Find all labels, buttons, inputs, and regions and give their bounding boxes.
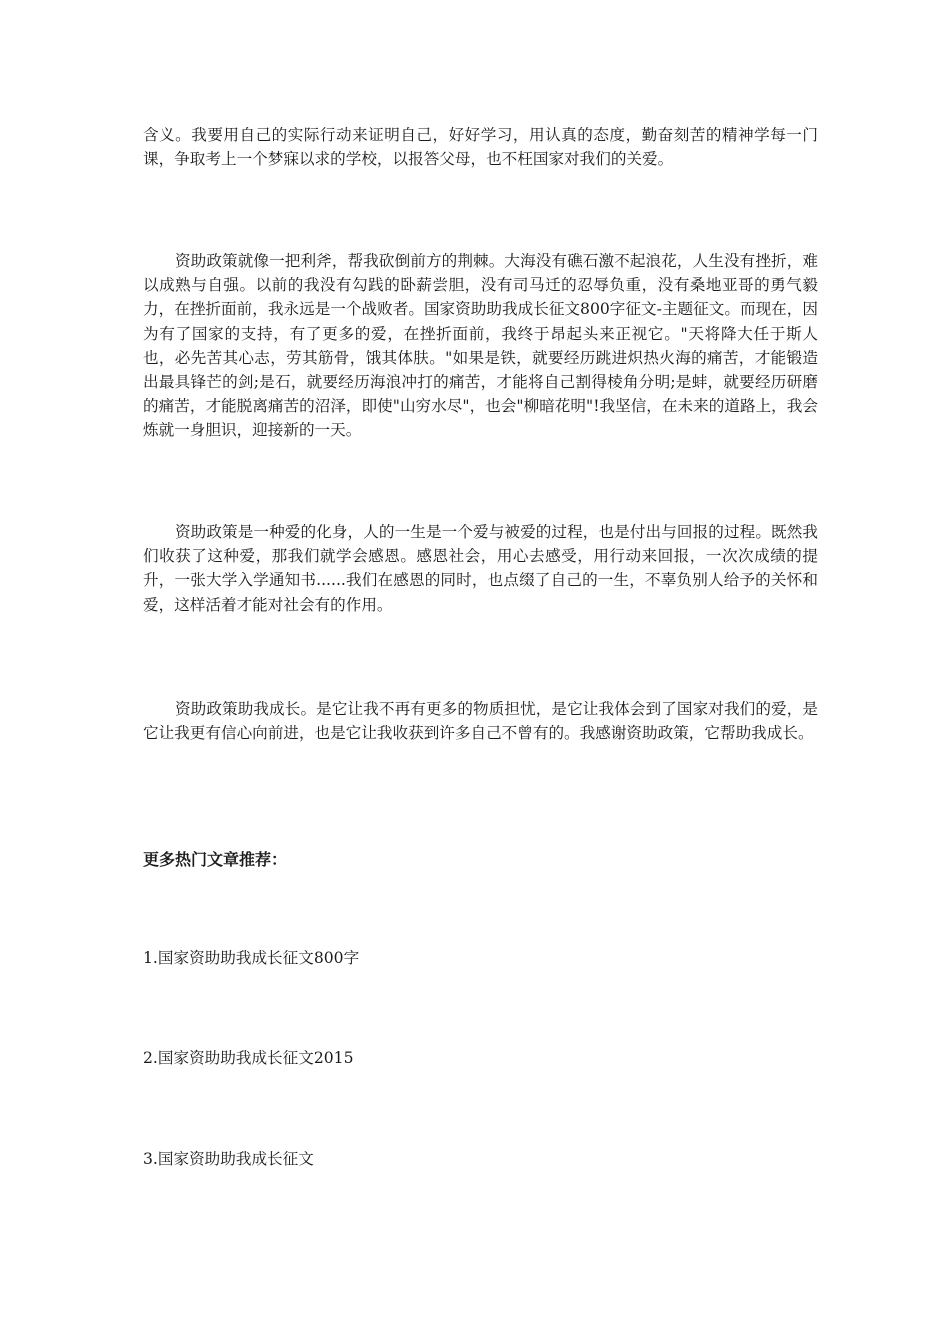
recommended-article-link[interactable]: 2.国家资助助我成长征文2015 (143, 1049, 354, 1067)
recommended-article-link[interactable]: 1.国家资助助我成长征文800字 (143, 949, 360, 967)
recommended-article-link[interactable]: 3.国家资助助我成长征文 (143, 1150, 314, 1168)
more-articles-heading: 更多热门文章推荐： (143, 850, 288, 869)
recommended-article-1[interactable] (143, 946, 359, 970)
paragraph-growth: 资助政策助我成长。是它让我不再有更多的物质担忧，是它让我体会到了国家对我们的爱，是它让我更有信心向前进，也是它让我收获到许多自己不曾有的。我感谢资助政策，它帮助我成长。 (143, 700, 818, 743)
recommended-article-2[interactable] (143, 1046, 354, 1070)
paragraph-continuation: 含义。我要用自己的实际行动来证明自己，好好学习，用认真的态度，勤奋刻苦的精神学每一门课，争取考上一个梦寐以求的学校，以报答父母，也不枉国家对我们的关爱。 (143, 126, 818, 169)
paragraph-gratitude: 资助政策是一种爱的化身，人的一生是一个爱与被爱的过程，也是付出与回报的过程。既然我们收获了这种爱，那我们就学会感恩。感恩社会，用心去感受，用行动来回报，一次次成绩的提升，一张大学入学通知书......我们在感恩的同时，也点缀了自己的一生，不辜负别人给予的关怀和爱，这样活着才能对社会有的作用。 (143, 523, 818, 614)
recommended-article-3[interactable] (143, 1147, 314, 1171)
paragraph-funding-axe: 资助政策就像一把利斧，帮我砍倒前方的荆棘。大海没有礁石激不起浪花，人生没有挫折，难以成熟与自强。以前的我没有勾践的卧薪尝胆，没有司马迁的忍辱负重，没有桑地亚哥的勇气毅力，在挫折面前，我永远是一个战败者。国家资助助我成长征文800字征文-主题征文。而现在，因为有了国家的支持，有了更多的爱，在挫折面前，我终于昂起头来正视它。"天将降大任于斯人也，必先苦其心志，劳其筋骨，饿其体肤。"如果是铁，就要经历跳进炽热火海的痛苦，才能锻造出最具锋芒的剑;是石，就要经历海浪冲打的痛苦，才能将自己割得棱角分明;是蚌，就要经历研磨的痛苦，才能脱离痛苦的沼泽，即使"山穷水尽"，也会"柳暗花明"!我坚信，在未来的道路上，我会炼就一身胆识，迎接新的一天。 (143, 252, 818, 440)
